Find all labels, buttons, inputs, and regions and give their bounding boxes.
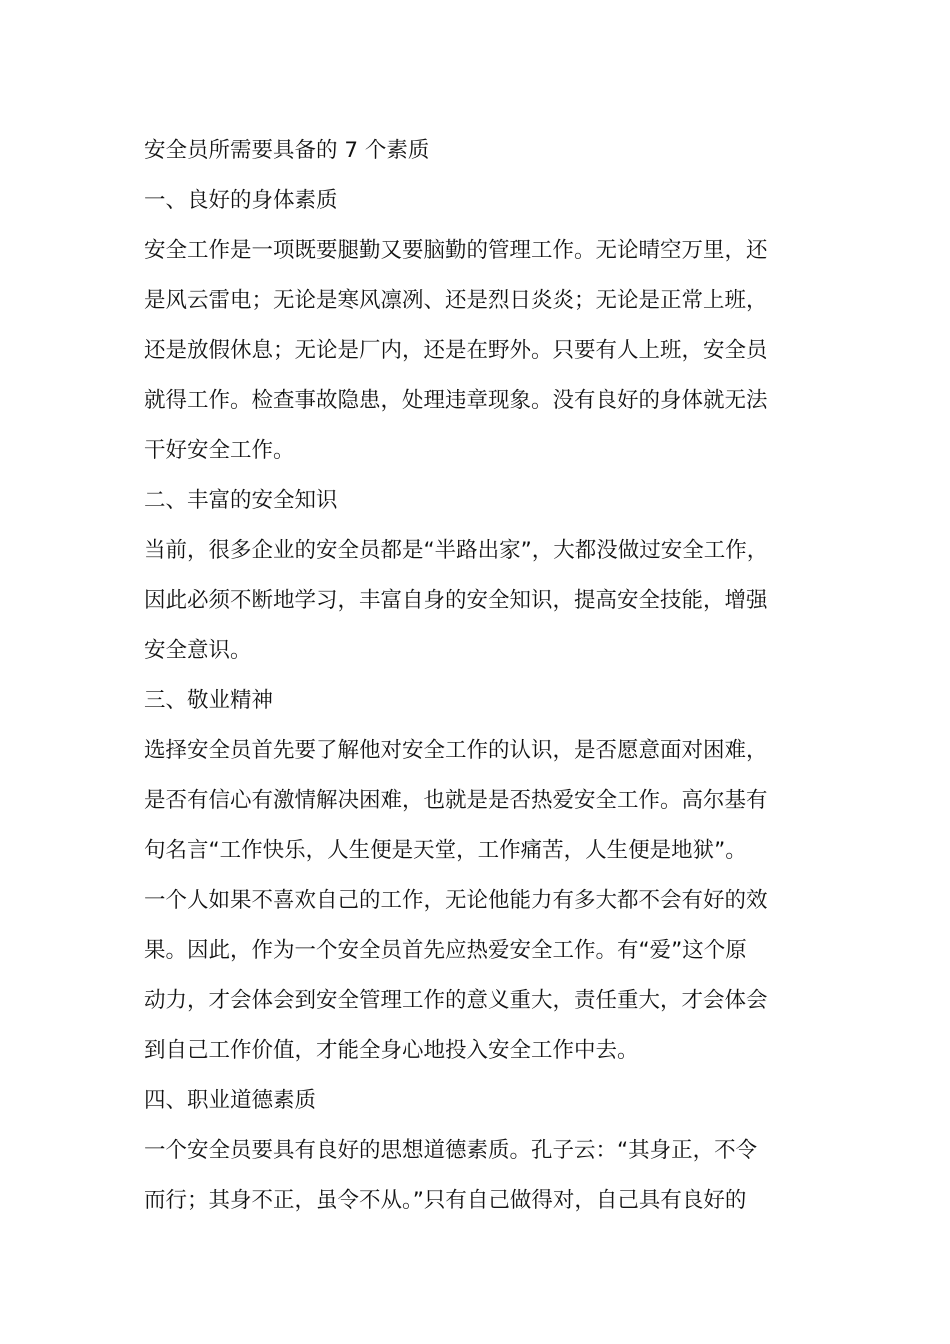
body-line: 句名言“工作快乐，人生便是天堂，工作痛苦，人生便是地狱”。 [144,838,747,863]
section-heading: 四、职业道德素质 [144,1088,317,1113]
body-line: 因此必须不断地学习，丰富自身的安全知识，提高安全技能，增强 [144,588,768,613]
section-heading: 一、良好的身体素质 [144,188,338,213]
body-line: 还是放假休息；无论是厂内，还是在野外。只要有人上班，安全员 [144,338,768,363]
body-line: 到自己工作价值，才能全身心地投入安全工作中去。 [144,1038,639,1063]
section-heading: 二、丰富的安全知识 [144,488,338,513]
body-line: 选择安全员首先要了解他对安全工作的认识，是否愿意面对困难， [144,738,768,763]
body-line: 而行；其身不正，虽令不从。”只有自己做得对，自己具有良好的 [144,1188,747,1213]
body-line: 是否有信心有激情解决困难，也就是是否热爱安全工作。高尔基有 [144,788,768,813]
body-line: 安全工作是一项既要腿勤又要脑勤的管理工作。无论晴空万里，还 [144,238,768,263]
section-heading: 三、敬业精神 [144,688,274,713]
section-body [144,726,834,1076]
document-title: 安全员所需要具备的 7 个素质 [144,138,430,163]
body-line: 是风云雷电；无论是寒风凛冽、还是烈日炎炎；无论是正常上班， [144,288,768,313]
body-line: 干好安全工作。 [144,438,295,463]
body-line: 动力，才会体会到安全管理工作的意义重大，责任重大，才会体会 [144,988,768,1013]
section-body [144,226,834,476]
section-body [144,526,834,676]
body-line: 当前，很多企业的安全员都是“半路出家”，大都没做过安全工作， [144,538,769,563]
body-line: 安全意识。 [144,638,252,663]
body-line: 就得工作。检查事故隐患，处理违章现象。没有良好的身体就无法 [144,388,768,413]
body-line: 果。因此，作为一个安全员首先应热爱安全工作。有“爱”这个原 [144,938,747,963]
body-line: 一个安全员要具有良好的思想道德素质。孔子云：“其身正，不令 [144,1138,758,1163]
body-line: 一个人如果不喜欢自己的工作，无论他能力有多大都不会有好的效 [144,888,768,913]
section-body [144,1126,834,1226]
document-page [144,126,834,1226]
